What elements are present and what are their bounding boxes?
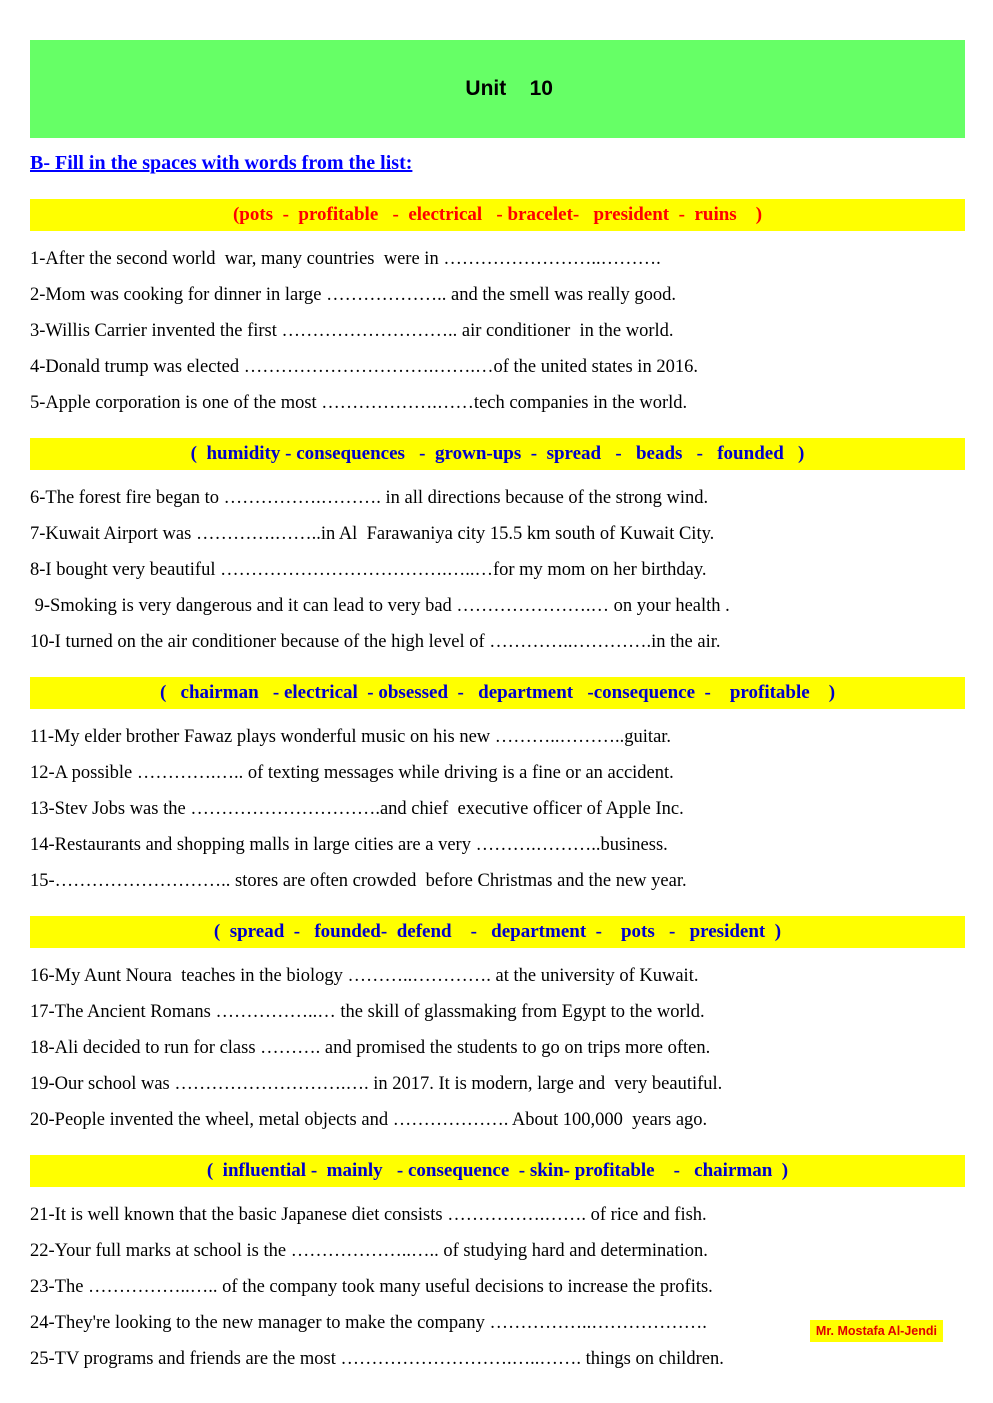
question: 16-My Aunt Noura teaches in the biology ………..…………. at the university of Kuwait. <box>30 966 699 986</box>
question: 4-Donald trump was elected ………………………….…….…of the united states in 2016. <box>30 357 698 377</box>
question: 21-It is well known that the basic Japanese diet consists …………….……. of rice and fish. <box>30 1205 707 1225</box>
exercise-section-2 <box>30 438 965 653</box>
exercise-section-4 <box>30 916 965 1131</box>
word-bank: (pots - profitable - electrical - bracelet- president - ruins ) <box>30 199 965 231</box>
question: 8-I bought very beautiful ……………………………….…..…for my mom on her birthday. <box>30 560 707 580</box>
question: 20-People invented the wheel, metal objects and ………………. About 100,000 years ago. <box>30 1110 708 1130</box>
question: 18-Ali decided to run for class ………. and promised the students to go on trips more often. <box>30 1038 711 1058</box>
unit-title: Unit 10 <box>465 77 553 100</box>
question: 15-……………………….. stores are often crowded before Christmas and the new year. <box>30 871 687 891</box>
question: 13-Stev Jobs was the ………………………….and chief executive officer of Apple Inc. <box>30 799 684 819</box>
question: 2-Mom was cooking for dinner in large ……………….. and the smell was really good. <box>30 285 677 305</box>
word-bank: ( spread - founded- defend - department - pots - president ) <box>30 916 965 948</box>
question: 25-TV programs and friends are the most ……………………….…..……. things on children. <box>30 1349 724 1369</box>
exercise-heading: B- Fill in the spaces with words from the list: <box>30 152 413 174</box>
question: 9-Smoking is very dangerous and it can lead to very bad ………………….… on your health . <box>30 596 730 616</box>
word-bank: ( chairman - electrical - obsessed - department -consequence - profitable ) <box>30 677 965 709</box>
question: 5-Apple corporation is one of the most ……………….……tech companies in the world. <box>30 393 688 413</box>
unit-header <box>30 40 965 138</box>
question: 3-Willis Carrier invented the first ……………………….. air conditioner in the world. <box>30 321 674 341</box>
exercise-section-1 <box>30 199 965 414</box>
question: 19-Our school was ……………………….…. in 2017. It is modern, large and very beautiful. <box>30 1074 723 1094</box>
question: 22-Your full marks at school is the ………………..….. of studying hard and determination. <box>30 1241 708 1261</box>
question: 12-A possible ………….….. of texting messages while driving is a fine or an accident. <box>30 763 674 783</box>
question: 17-The Ancient Romans ……………..… the skill of glassmaking from Egypt to the world. <box>30 1002 705 1022</box>
exercise-section-3 <box>30 677 965 892</box>
word-bank: ( influential - mainly - consequence - skin- profitable - chairman ) <box>30 1155 965 1187</box>
question: 23-The ……………..….. of the company took many useful decisions to increase the profits. <box>30 1277 713 1297</box>
question: 7-Kuwait Airport was ………….……..in Al Farawaniya city 15.5 km south of Kuwait City. <box>30 524 715 544</box>
question: 6-The forest fire began to …………….………. in all directions because of the strong wind. <box>30 488 709 508</box>
question: 14-Restaurants and shopping malls in large cities are a very ……….………..business. <box>30 835 668 855</box>
teacher-name-badge: Mr. Mostafa Al-Jendi <box>810 1320 943 1342</box>
question: 24-They're looking to the new manager to make the company ……………..………………. <box>30 1313 707 1333</box>
question: 10-I turned on the air conditioner because of the high level of …………..………….in the air. <box>30 632 721 652</box>
question: 11-My elder brother Fawaz plays wonderful music on his new ………..………..guitar. <box>30 727 672 747</box>
question: 1-After the second world war, many countries were in ……………………..………. <box>30 249 661 269</box>
word-bank: ( humidity - consequences - grown-ups - spread - beads - founded ) <box>30 438 965 470</box>
